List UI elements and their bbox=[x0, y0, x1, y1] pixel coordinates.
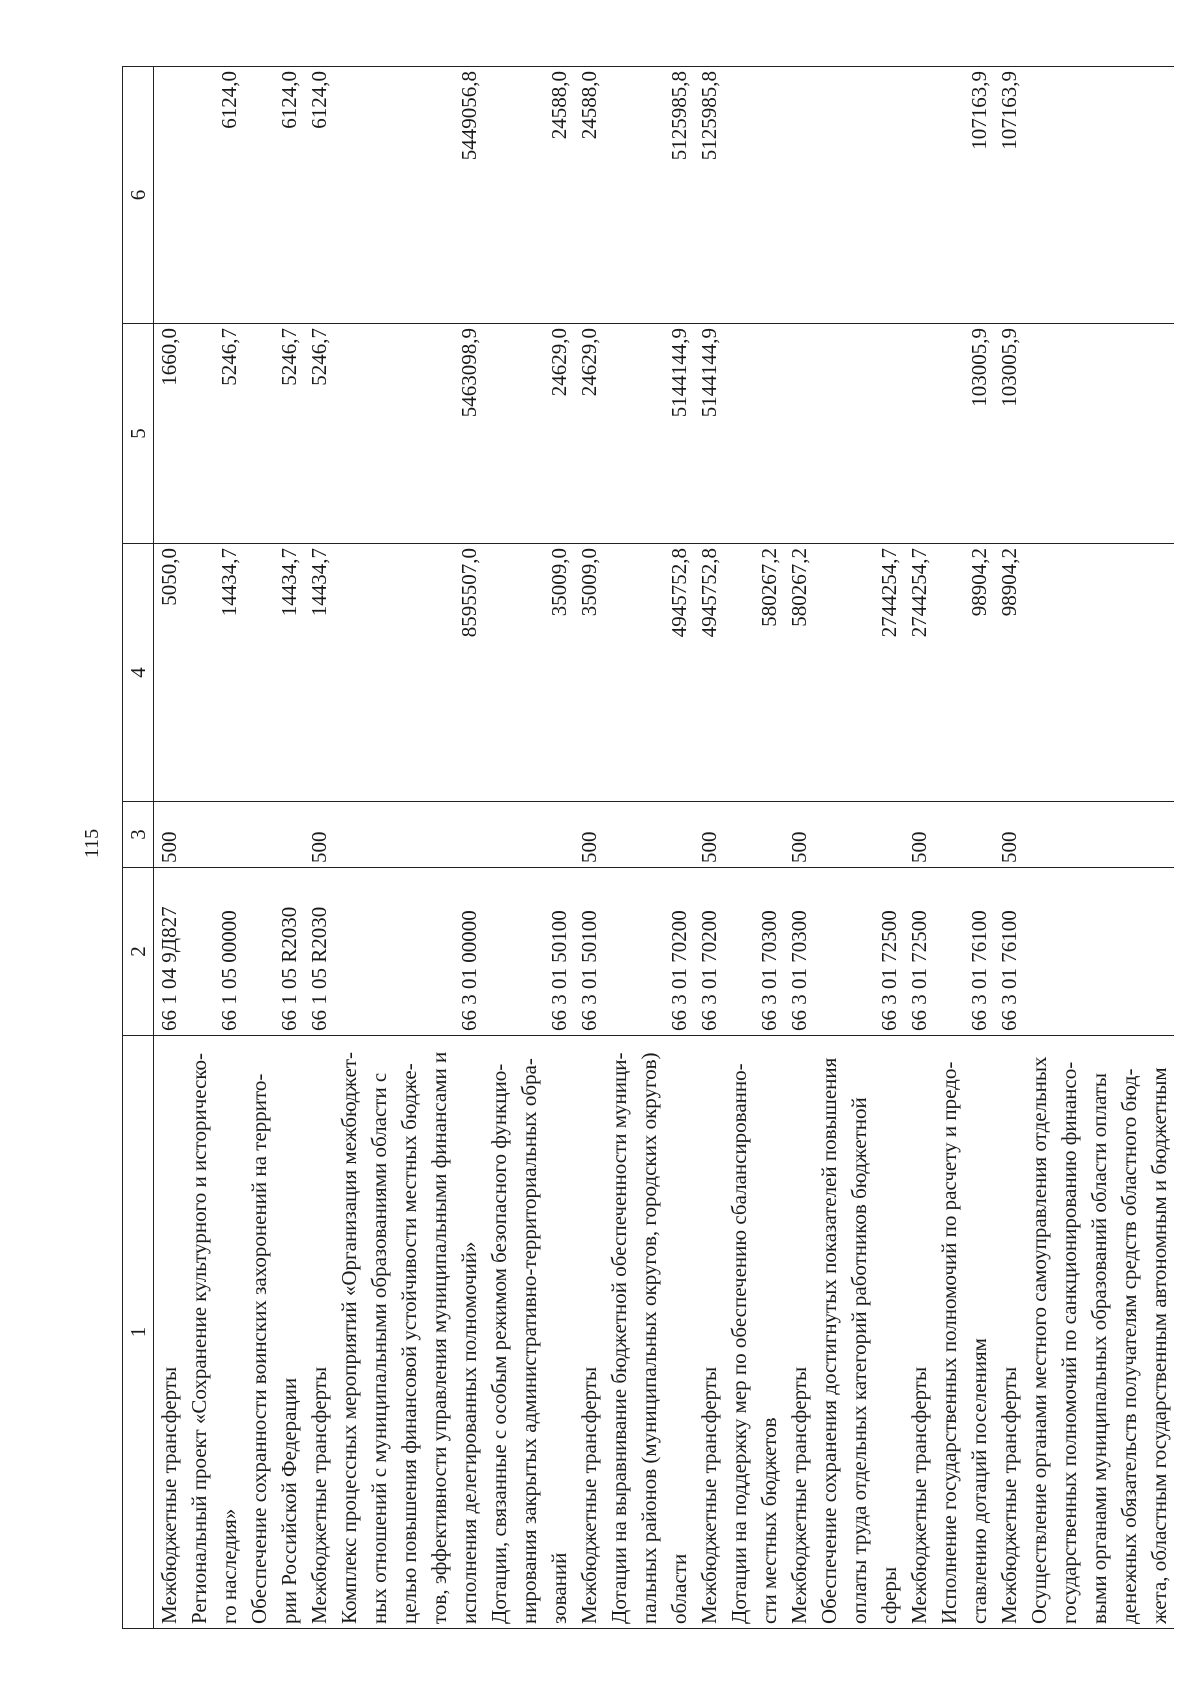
row-value-year-3-cell bbox=[244, 67, 274, 324]
row-value-year-2-cell bbox=[1054, 324, 1084, 544]
table-row bbox=[754, 67, 784, 1629]
row-name-cell: Межбюджетные трансферты bbox=[694, 1036, 724, 1629]
row-code-cell: 66 3 01 70300 bbox=[784, 868, 814, 1036]
table-row bbox=[334, 67, 364, 1629]
row-name-cell: ных отношений с муниципальными образованиями области с bbox=[364, 1036, 394, 1629]
row-name-cell: Исполнение государственных полномочий по расчету и предо- bbox=[934, 1036, 964, 1629]
row-code-cell bbox=[484, 868, 514, 1036]
row-code-cell: 66 3 01 72500 bbox=[874, 868, 904, 1036]
row-value-year-3-cell: 5125985,8 bbox=[694, 67, 724, 324]
row-value-year-3-cell: 24588,0 bbox=[544, 67, 574, 324]
table-row bbox=[304, 67, 334, 1629]
table-row bbox=[634, 67, 664, 1629]
row-value-year-3-cell bbox=[1114, 67, 1144, 324]
row-code-cell bbox=[334, 868, 364, 1036]
row-name-cell: области bbox=[664, 1036, 694, 1629]
row-code-cell: 66 3 01 76100 bbox=[994, 868, 1024, 1036]
row-value-year-2-cell: 5246,7 bbox=[274, 324, 304, 544]
row-value-year-3-cell: 6124,0 bbox=[304, 67, 334, 324]
row-value-year-3-cell bbox=[604, 67, 634, 324]
row-code-cell bbox=[1114, 868, 1144, 1036]
row-type-cell bbox=[844, 802, 874, 868]
row-type-cell bbox=[274, 802, 304, 868]
row-type-cell: 500 bbox=[304, 802, 334, 868]
row-type-cell bbox=[424, 802, 454, 868]
row-name-cell: Дотации на поддержку мер по обеспечению сбалансированно- bbox=[724, 1036, 754, 1629]
table-row bbox=[964, 67, 994, 1629]
row-code-cell bbox=[424, 868, 454, 1036]
row-code-cell: 66 3 01 70200 bbox=[694, 868, 724, 1036]
row-name-cell: Обеспечение сохранения достигнутых показателей повышения bbox=[814, 1036, 844, 1629]
column-header-type: 3 bbox=[123, 802, 154, 868]
row-value-year-2-cell: 5463098,9 bbox=[454, 324, 484, 544]
row-value-year-3-cell bbox=[484, 67, 514, 324]
row-value-year-1-cell bbox=[184, 544, 214, 802]
row-type-cell bbox=[1144, 802, 1174, 868]
row-value-year-2-cell: 103005,9 bbox=[964, 324, 994, 544]
row-type-cell bbox=[1024, 802, 1054, 868]
table-body bbox=[154, 67, 1175, 1629]
row-code-cell bbox=[394, 868, 424, 1036]
row-value-year-3-cell bbox=[1054, 67, 1084, 324]
row-value-year-2-cell bbox=[934, 324, 964, 544]
row-name-cell: Осуществление органами местного самоуправления отдельных bbox=[1024, 1036, 1054, 1629]
row-value-year-3-cell bbox=[424, 67, 454, 324]
row-value-year-3-cell: 6124,0 bbox=[214, 67, 244, 324]
table-row bbox=[544, 67, 574, 1629]
row-name-cell: жета, областным государственным автономным и бюджетным bbox=[1144, 1036, 1174, 1629]
row-type-cell bbox=[634, 802, 664, 868]
row-type-cell bbox=[814, 802, 844, 868]
row-code-cell bbox=[814, 868, 844, 1036]
budget-table bbox=[122, 66, 1174, 1629]
row-value-year-2-cell bbox=[334, 324, 364, 544]
row-value-year-3-cell bbox=[184, 67, 214, 324]
row-name-cell: Комплекс процессных мероприятий «Организация межбюджет- bbox=[334, 1036, 364, 1629]
row-name-cell: сферы bbox=[874, 1036, 904, 1629]
column-header-year-1: 4 bbox=[123, 544, 154, 802]
row-name-cell: тов, эффективности управления муниципальными финансами и bbox=[424, 1036, 454, 1629]
row-code-cell bbox=[1024, 868, 1054, 1036]
row-name-cell: нирования закрытых административно-территориальных обра- bbox=[514, 1036, 544, 1629]
row-value-year-2-cell: 5246,7 bbox=[304, 324, 334, 544]
column-header-year-2: 5 bbox=[123, 324, 154, 544]
row-value-year-2-cell bbox=[604, 324, 634, 544]
table-row bbox=[694, 67, 724, 1629]
row-code-cell: 66 1 05 R2030 bbox=[304, 868, 334, 1036]
row-type-cell bbox=[214, 802, 244, 868]
page-number: 115 bbox=[81, 828, 104, 859]
budget-table-container bbox=[122, 67, 1171, 1629]
row-value-year-1-cell: 2744254,7 bbox=[874, 544, 904, 802]
row-name-cell: Межбюджетные трансферты bbox=[304, 1036, 334, 1629]
table-row bbox=[514, 67, 544, 1629]
row-value-year-1-cell bbox=[514, 544, 544, 802]
row-type-cell bbox=[754, 802, 784, 868]
table-row bbox=[244, 67, 274, 1629]
table-row bbox=[844, 67, 874, 1629]
row-value-year-1-cell: 35009,0 bbox=[544, 544, 574, 802]
row-value-year-1-cell bbox=[814, 544, 844, 802]
row-value-year-1-cell bbox=[334, 544, 364, 802]
row-type-cell bbox=[724, 802, 754, 868]
row-value-year-3-cell: 24588,0 bbox=[574, 67, 604, 324]
column-header-name: 1 bbox=[123, 1036, 154, 1629]
row-value-year-1-cell: 4945752,8 bbox=[694, 544, 724, 802]
row-value-year-2-cell bbox=[424, 324, 454, 544]
row-value-year-2-cell bbox=[814, 324, 844, 544]
row-value-year-2-cell bbox=[394, 324, 424, 544]
table-row bbox=[874, 67, 904, 1629]
row-value-year-2-cell: 1660,0 bbox=[154, 324, 185, 544]
row-code-cell bbox=[514, 868, 544, 1036]
table-row bbox=[904, 67, 934, 1629]
table-row bbox=[214, 67, 244, 1629]
row-value-year-3-cell bbox=[1144, 67, 1174, 324]
row-value-year-3-cell bbox=[724, 67, 754, 324]
row-value-year-1-cell: 8595507,0 bbox=[454, 544, 484, 802]
row-name-cell: оплаты труда отдельных категорий работников бюджетной bbox=[844, 1036, 874, 1629]
row-code-cell: 66 3 01 00000 bbox=[454, 868, 484, 1036]
row-value-year-2-cell: 5144144,9 bbox=[694, 324, 724, 544]
row-name-cell: исполнения делегированных полномочий» bbox=[454, 1036, 484, 1629]
row-type-cell bbox=[454, 802, 484, 868]
row-type-cell bbox=[964, 802, 994, 868]
table-row bbox=[454, 67, 484, 1629]
row-name-cell: Межбюджетные трансферты bbox=[784, 1036, 814, 1629]
row-type-cell: 500 bbox=[994, 802, 1024, 868]
header-row bbox=[123, 67, 154, 1629]
table-row bbox=[1084, 67, 1114, 1629]
row-value-year-1-cell bbox=[724, 544, 754, 802]
row-type-cell: 500 bbox=[694, 802, 724, 868]
row-value-year-3-cell bbox=[1084, 67, 1114, 324]
row-value-year-3-cell bbox=[904, 67, 934, 324]
row-type-cell: 500 bbox=[904, 802, 934, 868]
row-value-year-2-cell: 103005,9 bbox=[994, 324, 1024, 544]
row-name-cell: ставлению дотаций поселениям bbox=[964, 1036, 994, 1629]
table-row bbox=[424, 67, 454, 1629]
row-type-cell bbox=[484, 802, 514, 868]
row-value-year-2-cell bbox=[1024, 324, 1054, 544]
row-type-cell bbox=[244, 802, 274, 868]
row-value-year-1-cell: 98904,2 bbox=[994, 544, 1024, 802]
row-type-cell bbox=[1114, 802, 1144, 868]
row-value-year-1-cell: 580267,2 bbox=[754, 544, 784, 802]
row-code-cell bbox=[184, 868, 214, 1036]
row-value-year-1-cell bbox=[1114, 544, 1144, 802]
table-row bbox=[994, 67, 1024, 1629]
table-row bbox=[574, 67, 604, 1629]
row-value-year-1-cell: 35009,0 bbox=[574, 544, 604, 802]
row-code-cell bbox=[844, 868, 874, 1036]
row-value-year-3-cell bbox=[394, 67, 424, 324]
row-type-cell bbox=[604, 802, 634, 868]
row-code-cell: 66 3 01 70200 bbox=[664, 868, 694, 1036]
row-type-cell: 500 bbox=[574, 802, 604, 868]
row-value-year-2-cell bbox=[634, 324, 664, 544]
row-type-cell: 500 bbox=[154, 802, 185, 868]
row-value-year-1-cell: 2744254,7 bbox=[904, 544, 934, 802]
row-code-cell: 66 1 04 9Д827 bbox=[154, 868, 185, 1036]
row-name-cell: Межбюджетные трансферты bbox=[904, 1036, 934, 1629]
row-code-cell bbox=[634, 868, 664, 1036]
table-row bbox=[364, 67, 394, 1629]
row-value-year-1-cell bbox=[244, 544, 274, 802]
row-type-cell bbox=[334, 802, 364, 868]
column-header-year-3: 6 bbox=[123, 67, 154, 324]
table-row bbox=[724, 67, 754, 1629]
row-value-year-3-cell bbox=[1024, 67, 1054, 324]
row-value-year-3-cell: 5449056,8 bbox=[454, 67, 484, 324]
row-value-year-3-cell bbox=[934, 67, 964, 324]
row-value-year-2-cell bbox=[1144, 324, 1174, 544]
row-value-year-1-cell: 4945752,8 bbox=[664, 544, 694, 802]
row-value-year-3-cell: 107163,9 bbox=[964, 67, 994, 324]
row-code-cell bbox=[1144, 868, 1174, 1036]
row-value-year-2-cell bbox=[1084, 324, 1114, 544]
row-value-year-2-cell: 24629,0 bbox=[544, 324, 574, 544]
row-code-cell: 66 3 01 70300 bbox=[754, 868, 784, 1036]
row-type-cell bbox=[1054, 802, 1084, 868]
row-value-year-3-cell bbox=[814, 67, 844, 324]
row-value-year-1-cell bbox=[424, 544, 454, 802]
row-name-cell: Региональный проект «Сохранение культурного и историческо- bbox=[184, 1036, 214, 1629]
row-code-cell: 66 3 01 76100 bbox=[964, 868, 994, 1036]
row-value-year-2-cell bbox=[874, 324, 904, 544]
row-value-year-1-cell: 98904,2 bbox=[964, 544, 994, 802]
table-row bbox=[1054, 67, 1084, 1629]
row-value-year-3-cell bbox=[874, 67, 904, 324]
table-row bbox=[934, 67, 964, 1629]
row-value-year-2-cell bbox=[724, 324, 754, 544]
row-code-cell bbox=[244, 868, 274, 1036]
row-name-cell: Межбюджетные трансферты bbox=[994, 1036, 1024, 1629]
row-name-cell: пальных районов (муниципальных округов, городских округов) bbox=[634, 1036, 664, 1629]
row-value-year-1-cell bbox=[934, 544, 964, 802]
row-value-year-2-cell bbox=[754, 324, 784, 544]
row-code-cell bbox=[934, 868, 964, 1036]
row-value-year-3-cell bbox=[334, 67, 364, 324]
row-value-year-3-cell bbox=[634, 67, 664, 324]
row-value-year-3-cell: 5125985,8 bbox=[664, 67, 694, 324]
row-value-year-2-cell: 5246,7 bbox=[214, 324, 244, 544]
table-row bbox=[484, 67, 514, 1629]
row-code-cell: 66 3 01 72500 bbox=[904, 868, 934, 1036]
row-type-cell bbox=[184, 802, 214, 868]
row-value-year-1-cell bbox=[1084, 544, 1114, 802]
row-type-cell bbox=[364, 802, 394, 868]
row-value-year-3-cell bbox=[784, 67, 814, 324]
row-value-year-1-cell bbox=[1144, 544, 1174, 802]
row-type-cell bbox=[664, 802, 694, 868]
row-name-cell: государственных полномочий по санкционированию финансо- bbox=[1054, 1036, 1084, 1629]
row-value-year-1-cell bbox=[1054, 544, 1084, 802]
row-value-year-2-cell bbox=[1114, 324, 1144, 544]
row-value-year-1-cell bbox=[364, 544, 394, 802]
row-value-year-2-cell bbox=[184, 324, 214, 544]
row-name-cell: Дотации на выравнивание бюджетной обеспеченности муници- bbox=[604, 1036, 634, 1629]
row-name-cell: зований bbox=[544, 1036, 574, 1629]
row-name-cell: выми органами муниципальных образований области оплаты bbox=[1084, 1036, 1114, 1629]
table-row bbox=[184, 67, 214, 1629]
row-value-year-2-cell bbox=[244, 324, 274, 544]
table-row bbox=[784, 67, 814, 1629]
row-type-cell bbox=[394, 802, 424, 868]
row-value-year-1-cell: 5050,0 bbox=[154, 544, 185, 802]
row-name-cell: Межбюджетные трансферты bbox=[154, 1036, 185, 1629]
row-value-year-3-cell bbox=[754, 67, 784, 324]
row-value-year-1-cell bbox=[1024, 544, 1054, 802]
row-code-cell: 66 1 05 00000 bbox=[214, 868, 244, 1036]
row-value-year-3-cell: 6124,0 bbox=[274, 67, 304, 324]
table-row bbox=[394, 67, 424, 1629]
row-name-cell: денежных обязательств получателям средств областного бюд- bbox=[1114, 1036, 1144, 1629]
table-row bbox=[604, 67, 634, 1629]
row-value-year-1-cell bbox=[394, 544, 424, 802]
row-name-cell: го наследия» bbox=[214, 1036, 244, 1629]
table-row bbox=[1114, 67, 1144, 1629]
table-row bbox=[1024, 67, 1054, 1629]
row-value-year-3-cell bbox=[154, 67, 185, 324]
table-header bbox=[123, 67, 154, 1629]
row-value-year-1-cell bbox=[634, 544, 664, 802]
row-code-cell: 66 3 01 50100 bbox=[574, 868, 604, 1036]
row-value-year-1-cell bbox=[844, 544, 874, 802]
table-row bbox=[814, 67, 844, 1629]
row-value-year-1-cell bbox=[604, 544, 634, 802]
row-value-year-3-cell bbox=[514, 67, 544, 324]
row-type-cell bbox=[1084, 802, 1114, 868]
table-row bbox=[274, 67, 304, 1629]
row-value-year-2-cell bbox=[364, 324, 394, 544]
row-code-cell bbox=[1084, 868, 1114, 1036]
row-value-year-3-cell: 107163,9 bbox=[994, 67, 1024, 324]
row-value-year-2-cell: 5144144,9 bbox=[664, 324, 694, 544]
row-value-year-2-cell bbox=[844, 324, 874, 544]
row-value-year-2-cell bbox=[514, 324, 544, 544]
row-name-cell: целью повышения финансовой устойчивости местных бюдже- bbox=[394, 1036, 424, 1629]
row-value-year-2-cell bbox=[784, 324, 814, 544]
row-value-year-1-cell bbox=[484, 544, 514, 802]
row-value-year-3-cell bbox=[364, 67, 394, 324]
row-value-year-1-cell: 580267,2 bbox=[784, 544, 814, 802]
row-value-year-1-cell: 14434,7 bbox=[214, 544, 244, 802]
row-code-cell bbox=[1054, 868, 1084, 1036]
row-type-cell bbox=[874, 802, 904, 868]
table-row bbox=[664, 67, 694, 1629]
row-code-cell: 66 3 01 50100 bbox=[544, 868, 574, 1036]
row-code-cell bbox=[724, 868, 754, 1036]
row-type-cell bbox=[934, 802, 964, 868]
row-value-year-1-cell: 14434,7 bbox=[274, 544, 304, 802]
row-name-cell: Обеспечение сохранности воинских захоронений на террито- bbox=[244, 1036, 274, 1629]
row-type-cell: 500 bbox=[784, 802, 814, 868]
row-name-cell: Межбюджетные трансферты bbox=[574, 1036, 604, 1629]
row-name-cell: Дотации, связанные с особым режимом безопасного функцио- bbox=[484, 1036, 514, 1629]
table-row bbox=[154, 67, 185, 1629]
table-row bbox=[1144, 67, 1174, 1629]
row-name-cell: рии Российской Федерации bbox=[274, 1036, 304, 1629]
row-type-cell bbox=[544, 802, 574, 868]
row-value-year-3-cell bbox=[844, 67, 874, 324]
row-value-year-2-cell bbox=[904, 324, 934, 544]
row-value-year-2-cell: 24629,0 bbox=[574, 324, 604, 544]
row-value-year-2-cell bbox=[484, 324, 514, 544]
row-code-cell bbox=[364, 868, 394, 1036]
row-type-cell bbox=[514, 802, 544, 868]
row-code-cell bbox=[604, 868, 634, 1036]
row-value-year-1-cell: 14434,7 bbox=[304, 544, 334, 802]
row-code-cell: 66 1 05 R2030 bbox=[274, 868, 304, 1036]
column-header-code: 2 bbox=[123, 868, 154, 1036]
row-name-cell: сти местных бюджетов bbox=[754, 1036, 784, 1629]
